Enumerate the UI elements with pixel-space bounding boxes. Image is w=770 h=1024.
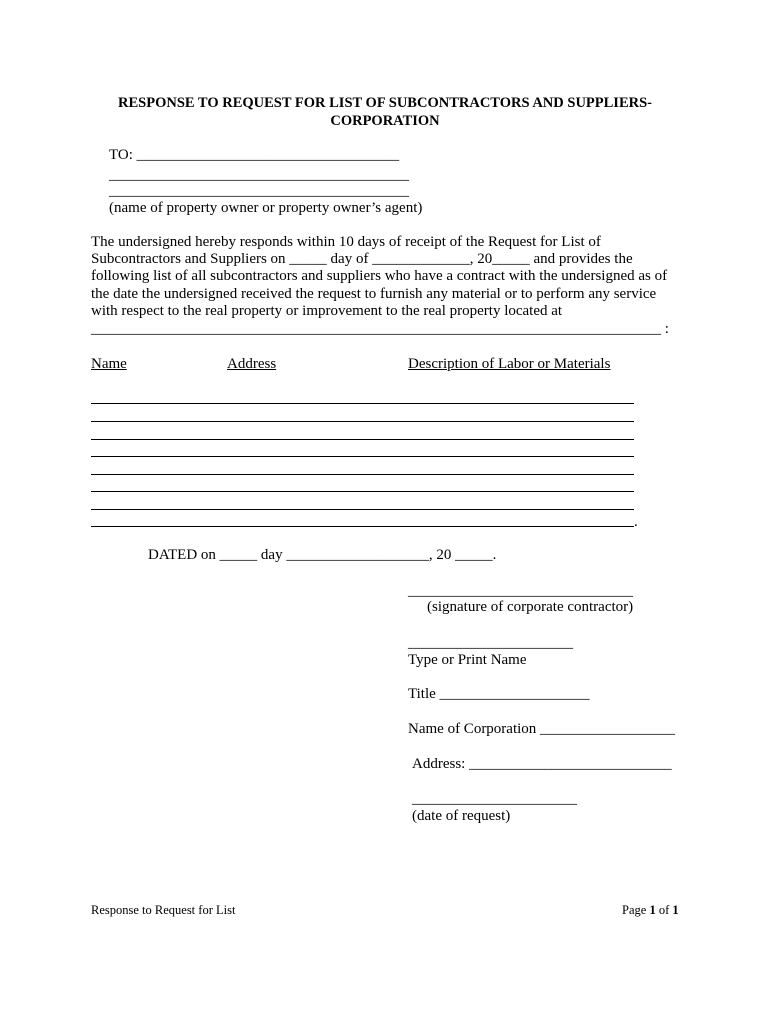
body-line: the date the undersigned received the request to furnish any material or to perform any service <box>91 286 657 302</box>
body-line: following list of all subcontractors and suppliers who have a contract with the undersigned as of <box>91 268 668 284</box>
date-of-request-caption: (date of request) <box>412 808 511 824</box>
corporation-name-field[interactable]: Name of Corporation __________________ <box>408 721 676 737</box>
page-of: of <box>655 903 673 917</box>
print-name-blank[interactable]: ______________________ <box>408 635 573 651</box>
column-description-heading: Description of Labor or Materials <box>408 356 611 372</box>
dated-line[interactable]: DATED on _____ day ___________________, 20 _____. <box>148 547 497 563</box>
list-end-period: . <box>634 514 638 530</box>
body-line: Subcontractors and Suppliers on _____ day of _____________, 20_____ and provides the <box>91 251 633 267</box>
list-entry-line[interactable] <box>91 439 634 440</box>
page-number <box>622 902 679 919</box>
title-field[interactable]: Title ____________________ <box>408 686 590 702</box>
body-line: The undersigned hereby responds within 10 days of receipt of the Request for List of <box>91 234 601 250</box>
page-prefix: Page <box>622 903 650 917</box>
column-address-heading: Address <box>227 356 277 372</box>
body-line: with respect to the real property or improvement to the real property located at <box>91 303 563 319</box>
list-entry-line[interactable] <box>91 491 634 492</box>
title-line-2: CORPORATION <box>330 113 440 129</box>
page-current: 1 <box>649 903 656 917</box>
list-entry-line[interactable] <box>91 421 634 422</box>
column-name-heading: Name <box>91 356 127 372</box>
footer-document-name: Response to Request for List <box>91 903 236 917</box>
property-location-blank[interactable]: ____________________________________________________________________________ : <box>91 321 669 337</box>
list-entry-line[interactable] <box>91 403 634 404</box>
page-total: 1 <box>672 903 679 917</box>
signature-caption: (signature of corporate contractor) <box>427 599 634 615</box>
address-field[interactable]: Address: ___________________________ <box>412 756 672 772</box>
to-field-line-2[interactable]: ________________________________________ <box>109 167 409 183</box>
title-line-1: RESPONSE TO REQUEST FOR LIST OF SUBCONTRACTORS AND SUPPLIERS- <box>118 95 652 111</box>
print-name-label: Type or Print Name <box>408 652 527 668</box>
to-field-line-3[interactable]: ________________________________________ <box>109 183 409 199</box>
to-field-line-1[interactable]: TO: ___________________________________ <box>109 147 400 163</box>
to-caption: (name of property owner or property owner’s agent) <box>109 200 423 216</box>
signature-blank[interactable]: ______________________________ <box>408 583 633 599</box>
list-entry-line[interactable] <box>91 509 634 510</box>
list-entry-line[interactable] <box>91 526 634 527</box>
list-entry-line[interactable] <box>91 456 634 457</box>
list-entry-line[interactable] <box>91 474 634 475</box>
date-of-request-blank[interactable]: ______________________ <box>412 791 577 807</box>
